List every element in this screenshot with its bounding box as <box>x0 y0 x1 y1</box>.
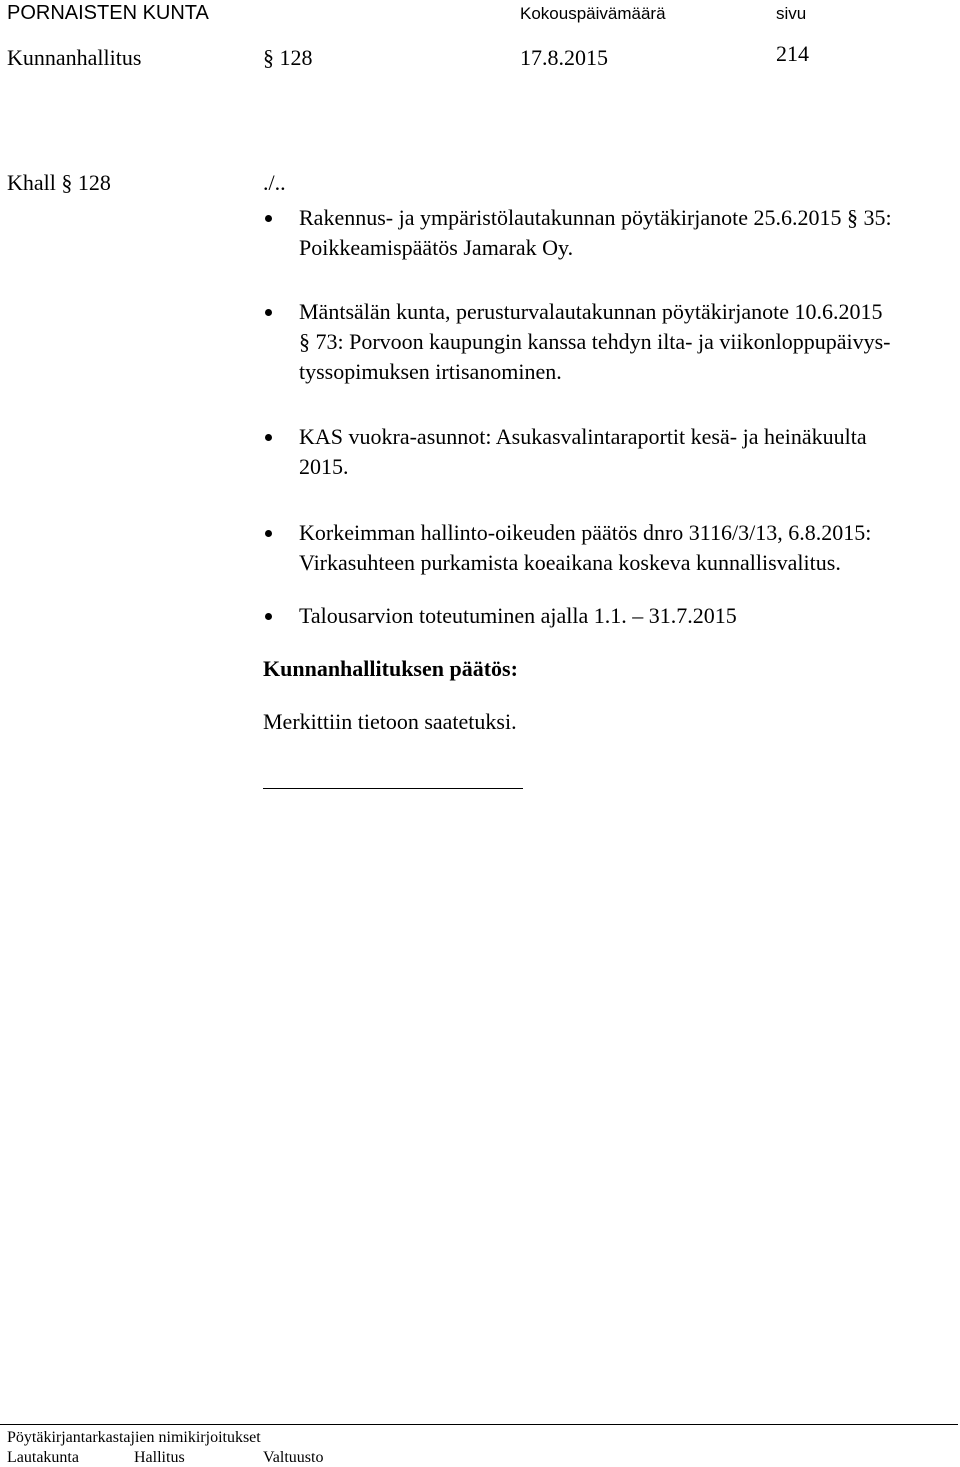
list-item-line: KAS vuokra-asunnot: Asukasvalintaraportit kesä- ja heinäkuulta <box>299 424 867 449</box>
list-item-line: Talousarvion toteutuminen ajalla 1.1. – 31.7.2015 <box>299 603 737 628</box>
list-item-line: Korkeimman hallinto-oikeuden päätös dnro 3116/3/13, 6.8.2015: <box>299 520 872 545</box>
organization-name: PORNAISTEN KUNTA <box>7 2 209 24</box>
list-item <box>299 601 737 631</box>
meeting-date-label: Kokouspäivämäärä <box>520 4 666 23</box>
list-item-line: Rakennus- ja ympäristölautakunnan pöytäkirjanote 25.6.2015 § 35: <box>299 205 892 230</box>
footer-title: Pöytäkirjantarkastajien nimikirjoitukset <box>7 1429 261 1446</box>
bullet-icon <box>265 434 272 441</box>
section-number: § 128 <box>263 45 313 70</box>
list-item <box>299 422 867 482</box>
decision-heading: Kunnanhallituksen päätös: <box>263 656 518 681</box>
body-name: Kunnanhallitus <box>7 45 142 70</box>
list-item <box>299 297 891 387</box>
signature-line <box>263 788 523 789</box>
list-item-line: tyssopimuksen irtisanominen. <box>299 359 562 384</box>
continued-marker: ./.. <box>263 170 286 195</box>
list-item <box>299 518 871 578</box>
bullet-icon <box>265 530 272 537</box>
footer-divider <box>0 1424 958 1425</box>
footer-label-lautakunta: Lautakunta <box>7 1449 79 1466</box>
bullet-icon <box>265 215 272 222</box>
list-item-line: Poikkeamispäätös Jamarak Oy. <box>299 235 574 260</box>
page-number: 214 <box>776 41 809 66</box>
page-label: sivu <box>776 4 807 23</box>
footer-label-valtuusto: Valtuusto <box>263 1449 324 1466</box>
list-item-line: Mäntsälän kunta, perusturvalautakunnan pöytäkirjanote 10.6.2015 <box>299 299 883 324</box>
decision-text: Merkittiin tietoon saatetuksi. <box>263 709 517 734</box>
list-item-line: 2015. <box>299 454 349 479</box>
meeting-date: 17.8.2015 <box>520 45 608 70</box>
list-item-line: § 73: Porvoon kaupungin kanssa tehdyn ilta- ja viikonloppupäivys- <box>299 329 891 354</box>
list-item <box>299 203 892 263</box>
bullet-icon <box>265 309 272 316</box>
bullet-icon <box>265 613 272 620</box>
list-item-line: Virkasuhteen purkamista koeaikana koskeva kunnallisvalitus. <box>299 550 841 575</box>
section-reference: Khall § 128 <box>7 170 111 195</box>
footer-label-hallitus: Hallitus <box>134 1449 185 1466</box>
